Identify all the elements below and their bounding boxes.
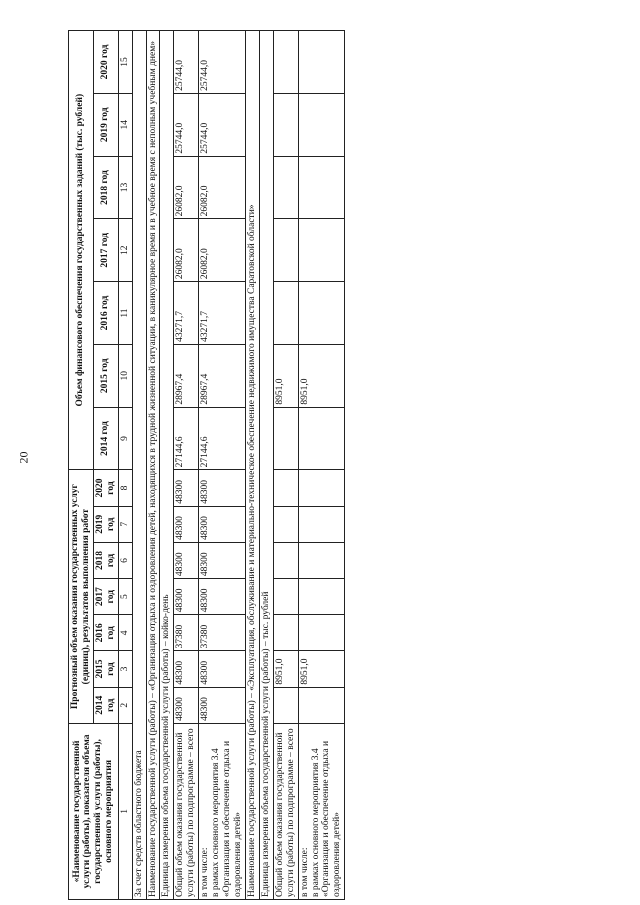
including-label: в том числе: [299, 847, 310, 897]
year-header: 2016 год [93, 615, 118, 651]
value-cell: 48300 [174, 470, 199, 506]
column-index: 2 [118, 687, 132, 723]
value-cell: 8951,0 [298, 651, 345, 687]
column-index: 3 [118, 651, 132, 687]
value-cell: 48300 [199, 542, 246, 578]
row-label: Общий объем оказания государственной услуги (работы) по подпрограмме – всего [273, 723, 298, 899]
value-cell [298, 156, 345, 219]
year-header: 2019 год [93, 506, 118, 542]
year-header: 2018 год [93, 542, 118, 578]
value-cell [273, 282, 298, 345]
value-cell: 26082,0 [174, 156, 199, 219]
service2-name-row: Наименование государственной услуги (работы) – «Эксплуатация, обслуживание и материально-техническое обеспечение недвижимого имущества Саратовской области» [245, 31, 259, 900]
column-index: 13 [118, 156, 132, 219]
value-cell [273, 156, 298, 219]
column-index: 8 [118, 470, 132, 506]
value-cell: 37380 [174, 615, 199, 651]
value-cell: 27144,6 [199, 407, 246, 470]
value-cell [298, 542, 345, 578]
value-cell: 25744,0 [174, 93, 199, 156]
column-index: 4 [118, 615, 132, 651]
value-cell: 28967,4 [199, 344, 246, 407]
value-cell [273, 579, 298, 615]
table-row [174, 31, 199, 900]
value-cell [298, 579, 345, 615]
year-header: 2017 год [93, 219, 118, 282]
value-cell [298, 506, 345, 542]
header-name-column: «Наименование государственной услуги (работы), показателя объема государственной услуги (работы), основного мероприятия [69, 723, 119, 899]
column-index: 10 [118, 344, 132, 407]
column-index: 11 [118, 282, 132, 345]
value-cell: 28967,4 [174, 344, 199, 407]
value-cell: 48300 [174, 506, 199, 542]
value-cell: 48300 [174, 651, 199, 687]
sub-activity-label: в рамках основного мероприятия 3.4 «Организация и обеспечение отдыха и оздоровления детей» [211, 740, 243, 897]
header-finance-group: Объем финансового обеспечения государственных заданий (тыс. рублей) [69, 31, 94, 470]
column-index: 6 [118, 542, 132, 578]
year-header: 2019 год [93, 93, 118, 156]
table-row [298, 31, 345, 900]
column-index: 7 [118, 506, 132, 542]
value-cell [273, 470, 298, 506]
value-cell: 48300 [199, 470, 246, 506]
value-cell [298, 470, 345, 506]
value-cell [273, 93, 298, 156]
value-cell: 8951,0 [273, 344, 298, 407]
value-cell: 48300 [199, 506, 246, 542]
year-header: 2018 год [93, 156, 118, 219]
value-cell: 48300 [174, 542, 199, 578]
value-cell [298, 93, 345, 156]
header-volume-group: Прогнозный объем оказания государственных услуг (единиц), результатов выполнения работ [69, 470, 94, 723]
value-cell [273, 407, 298, 470]
column-index: 15 [118, 31, 132, 94]
header-index-row [118, 31, 132, 900]
value-cell: 8951,0 [273, 651, 298, 687]
service-volume-table [68, 30, 345, 900]
value-cell: 48300 [199, 687, 246, 723]
table-row [273, 31, 298, 900]
service2-unit-row: Единица измерения объема государственной услуги (работы) – тыс. рублей [259, 31, 273, 900]
year-header: 2014 год [93, 687, 118, 723]
sub-activity-label: в рамках основного мероприятия 3.4 «Организация и обеспечение отдыха и оздоровления детей» [310, 740, 343, 897]
year-header: 2016 год [93, 282, 118, 345]
column-index: 14 [118, 93, 132, 156]
column-index: 12 [118, 219, 132, 282]
value-cell [298, 219, 345, 282]
row-label: Общий объем оказания государственной услуги (работы) по подпрограмме – всего [174, 723, 199, 899]
rotated-page [68, 30, 600, 900]
year-header: 2015 год [93, 651, 118, 687]
value-cell [298, 31, 345, 94]
value-cell: 25744,0 [174, 31, 199, 94]
value-cell: 26082,0 [199, 219, 246, 282]
year-header: 2014 год [93, 407, 118, 470]
including-label: в том числе: [200, 847, 211, 897]
value-cell: 26082,0 [199, 156, 246, 219]
table-row [199, 31, 246, 900]
column-index: 9 [118, 407, 132, 470]
value-cell: 25744,0 [199, 93, 246, 156]
value-cell [298, 615, 345, 651]
value-cell [273, 615, 298, 651]
page-number: 20 [16, 451, 31, 464]
year-header: 2017 год [93, 579, 118, 615]
value-cell: 48300 [199, 651, 246, 687]
value-cell [273, 542, 298, 578]
value-cell: 8951,0 [298, 344, 345, 407]
funding-source-row: За счет средств областного бюджета [132, 31, 146, 900]
year-header: 2020 год [93, 470, 118, 506]
value-cell [273, 506, 298, 542]
column-index: 1 [118, 723, 132, 899]
value-cell: 26082,0 [174, 219, 199, 282]
value-cell: 48300 [174, 579, 199, 615]
value-cell [298, 282, 345, 345]
service1-unit-row: Единица измерения объема государственной услуги (работы) – койко-день [160, 31, 174, 900]
row-label [199, 723, 246, 899]
value-cell: 25744,0 [199, 31, 246, 94]
value-cell [298, 687, 345, 723]
value-cell [273, 31, 298, 94]
value-cell: 48300 [174, 687, 199, 723]
column-index: 5 [118, 579, 132, 615]
value-cell [273, 219, 298, 282]
service1-name-row: Наименование государственной услуги (работы) – «Организация отдыха и оздоровления детей, находящихся в трудной жизненной ситуации, в каникулярное время и в учебное время с неполным учебным днем» [146, 31, 160, 900]
value-cell: 37380 [199, 615, 246, 651]
year-header: 2020 год [93, 31, 118, 94]
value-cell: 48300 [199, 579, 246, 615]
row-label [298, 723, 345, 899]
year-header: 2015 год [93, 344, 118, 407]
value-cell: 43271,7 [174, 282, 199, 345]
value-cell [273, 687, 298, 723]
value-cell: 27144,6 [174, 407, 199, 470]
value-cell: 43271,7 [199, 282, 246, 345]
value-cell [298, 407, 345, 470]
